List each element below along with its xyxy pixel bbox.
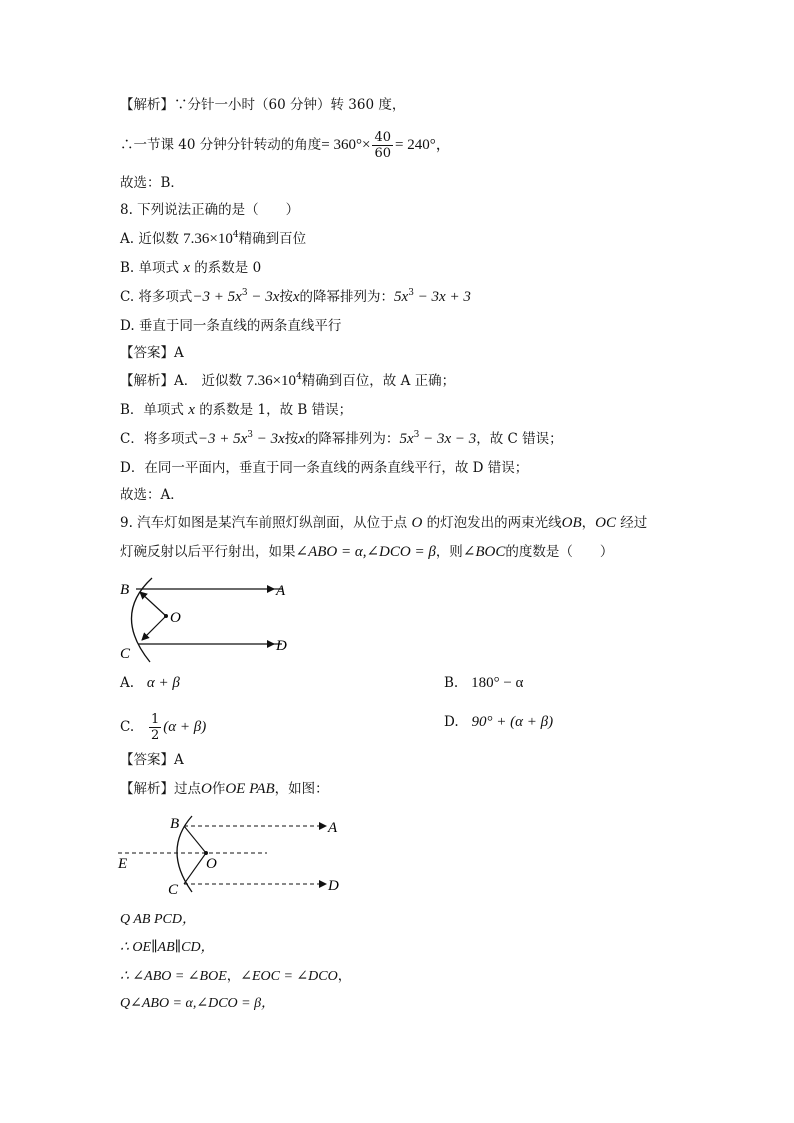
q9-figure-headlight <box>112 570 302 670</box>
stem-math: OC <box>595 515 616 531</box>
option-label: D. <box>444 714 459 730</box>
solution-math: O <box>201 781 212 797</box>
solution-text: ，如图： <box>274 781 329 797</box>
solution-text: C．将多项式 <box>120 431 198 447</box>
fraction-numerator: 1 <box>151 712 160 727</box>
exponent: 4 <box>232 230 239 240</box>
label-o: O <box>206 856 217 872</box>
q9-option-d <box>444 712 553 732</box>
option-text: B. 单项式 <box>120 260 180 276</box>
q9-step-2: ∴ OE∥AB∥CD， <box>120 940 215 955</box>
option-math: 90° + (α + β) <box>471 714 554 730</box>
stem-text: ，则 <box>435 544 463 560</box>
sol7-text: ∴一节课 40 分钟分针转动的角度 <box>120 137 322 153</box>
solution-text: 的系数是 1，故 B 错误； <box>199 402 353 418</box>
q9-step-1: Q AB PCD， <box>120 912 196 927</box>
solution-text: 精确到百位，故 A 正确； <box>301 373 456 389</box>
stem-math: O <box>411 515 423 531</box>
solution-text: B．单项式 <box>120 402 184 418</box>
label-e: E <box>118 856 128 872</box>
sol7-text: 【解析】∵分针一小时（60 分钟）转 360 度， <box>120 97 406 113</box>
option-math: 7.36×10 <box>183 231 233 247</box>
solution-math: 5x <box>399 431 414 447</box>
solution-math: − 3x <box>252 431 285 447</box>
label-b: B <box>170 816 180 832</box>
q9-answer: 【答案】A <box>120 752 184 768</box>
q9-step-3 <box>120 966 351 987</box>
solution-text: 作 <box>211 781 226 797</box>
sol7-line2 <box>120 130 451 161</box>
sol7-choose: 故选：B． <box>120 175 184 191</box>
solution-text: 【解析】A． 近似数 <box>120 373 243 389</box>
option-math: −3 + 5x <box>192 289 242 305</box>
option-math: x <box>183 260 190 276</box>
option-math: 5x <box>394 289 409 305</box>
q8-sol-b <box>120 400 352 420</box>
line-ob <box>184 826 206 853</box>
label-c: C <box>168 882 179 898</box>
step-text: ， <box>337 968 352 984</box>
option-text: 按 <box>279 289 293 305</box>
sol7-line1 <box>120 95 405 115</box>
point-o <box>164 614 168 618</box>
solution-math: OE PAB <box>225 781 275 797</box>
q9-stem-line1 <box>120 513 647 533</box>
option-label: C. <box>120 719 135 735</box>
stem-math: ∠ABO = α,∠DCO = β <box>295 544 436 560</box>
sol7-eq-tail: = 240°， <box>394 137 451 153</box>
point-o <box>204 851 208 855</box>
solution-text: 【解析】过点 <box>120 781 201 797</box>
option-text: 的降幂排列为： <box>299 289 395 305</box>
q8-sol-c <box>120 429 563 449</box>
q9-option-c <box>120 712 206 743</box>
q8-option-d: D. 垂直于同一条直线的两条直线平行 <box>120 318 342 334</box>
solution-text: 的降幂排列为： <box>304 431 400 447</box>
headlight-bowl-arc <box>131 578 152 662</box>
line-oc <box>184 853 206 884</box>
q8-answer: 【答案】A <box>120 345 184 361</box>
stem-text: ， <box>581 515 596 531</box>
q9-stem-line2 <box>120 542 613 562</box>
q8-option-c <box>120 287 471 307</box>
q8-sol-d: D．在同一平面内，垂直于同一条直线的两条直线平行，故 D 错误； <box>120 460 529 476</box>
q9-step-4: Q∠ABO = α,∠DCO = β， <box>120 996 276 1011</box>
option-math: − 3x + 3 <box>413 289 471 305</box>
q8-choose: 故选：A． <box>120 487 184 503</box>
option-text: 精确到百位 <box>238 231 307 247</box>
q9-figure-auxiliary <box>112 810 352 900</box>
q8-sol-a <box>120 371 455 391</box>
stem-text: 经过 <box>620 515 648 531</box>
solution-text: 按 <box>284 431 299 447</box>
solution-math: − 3x − 3 <box>419 431 477 447</box>
step-math: ∠EOC = ∠DCO <box>240 969 338 984</box>
step-math: ∴ ∠ABO = ∠BOE <box>120 969 227 984</box>
q8-stem: 8. 下列说法正确的是（ ） <box>120 202 300 218</box>
solution-math: x <box>188 402 195 418</box>
exponent: 3 <box>241 288 248 298</box>
option-text: 的系数是 0 <box>194 260 262 276</box>
label-c: C <box>120 646 131 662</box>
fraction-denominator: 2 <box>151 728 160 743</box>
q8-option-b <box>120 258 261 278</box>
option-label: B. <box>444 675 459 691</box>
label-a: A <box>328 820 338 836</box>
solution-math: −3 + 5x <box>197 431 248 447</box>
option-fraction <box>149 712 161 743</box>
option-text: A. 近似数 <box>120 231 179 247</box>
label-a: A <box>276 583 286 599</box>
stem-text: 9. 汽车灯如图是某汽车前照灯纵剖面，从位于点 <box>120 515 408 531</box>
fraction-denominator: 60 <box>374 146 391 161</box>
stem-math: OB <box>561 515 582 531</box>
option-math: (α + β) <box>163 719 207 735</box>
exponent: 3 <box>247 430 253 440</box>
exponent: 3 <box>413 430 420 440</box>
sol7-fraction <box>372 130 393 161</box>
stem-text: 的灯泡发出的两束光线 <box>426 515 562 531</box>
q9-option-a <box>120 673 180 693</box>
option-math: x <box>292 289 300 305</box>
label-d: D <box>328 878 339 894</box>
label-o: O <box>170 610 181 626</box>
option-math: − 3x <box>247 289 280 305</box>
solution-math: x <box>298 431 305 447</box>
sol7-eq: = 360°× <box>321 137 371 153</box>
ray-ob <box>140 592 166 616</box>
solution-math: 7.36×10 <box>246 373 297 389</box>
stem-text: 的度数是（ ） <box>505 544 614 560</box>
option-math: 180° − α <box>471 675 524 691</box>
stem-text: 灯碗反射以后平行射出，如果 <box>120 544 296 560</box>
q9-sol-line1 <box>120 779 329 799</box>
stem-math: ∠BOC <box>462 544 506 560</box>
option-label: A. <box>120 675 135 691</box>
q8-option-a <box>120 229 306 249</box>
exponent: 4 <box>296 372 302 382</box>
label-b: B <box>120 582 130 598</box>
option-math: α + β <box>146 675 180 691</box>
option-text: C. 将多项式 <box>120 289 193 305</box>
label-d: D <box>276 638 287 654</box>
fraction-numerator: 40 <box>374 130 391 145</box>
step-text: ， <box>226 968 241 984</box>
exponent: 3 <box>408 288 414 298</box>
solution-text: ，故 C 错误； <box>476 431 563 447</box>
q9-option-b <box>444 673 523 693</box>
ray-oc <box>142 616 166 640</box>
